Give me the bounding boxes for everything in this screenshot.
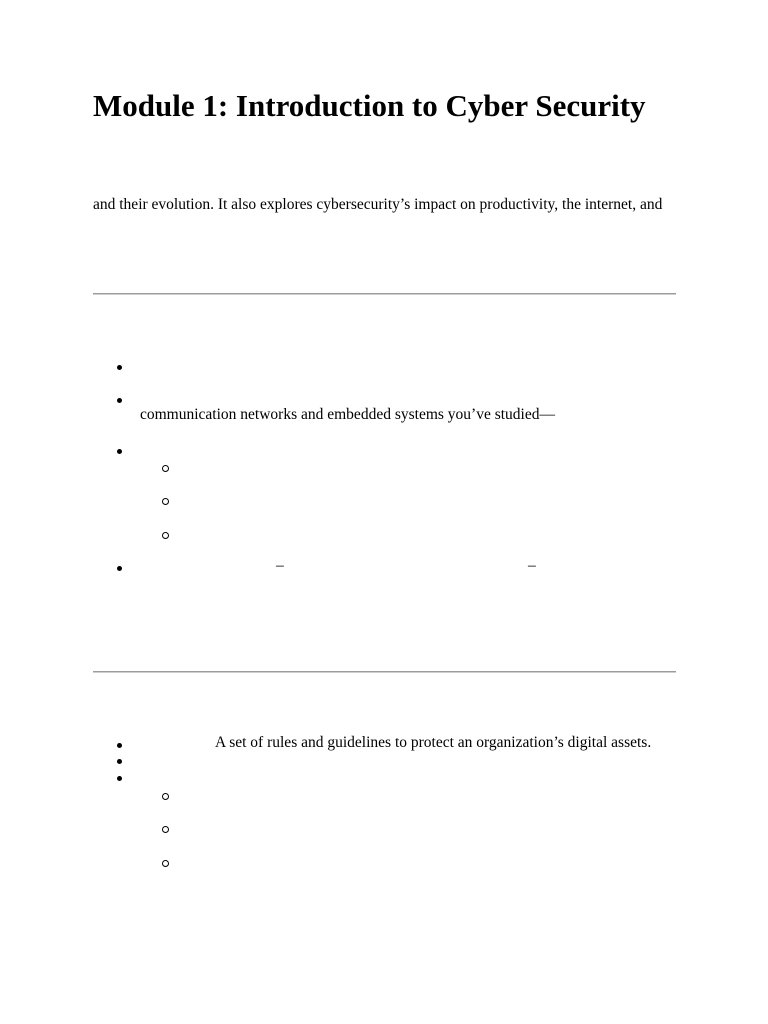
list-item-text: A set of rules and guidelines to protect an organization’s digital assets.: [215, 734, 652, 751]
dash-fragment: –: [276, 557, 284, 574]
circle-bullet-icon: [162, 465, 169, 472]
page-title: Module 1: Introduction to Cyber Security: [93, 88, 646, 123]
circle-bullet-icon: [162, 826, 169, 833]
circle-bullet-icon: [162, 860, 169, 867]
section-divider: [93, 293, 676, 295]
circle-bullet-icon: [162, 532, 169, 539]
disc-bullet-icon: [117, 759, 122, 764]
disc-bullet-icon: [117, 743, 122, 748]
disc-bullet-icon: [117, 365, 122, 370]
disc-bullet-icon: [117, 776, 122, 781]
section-divider: [93, 671, 676, 673]
intro-paragraph: and their evolution. It also explores cybersecurity’s impact on productivity, the internet, and: [93, 196, 663, 213]
disc-bullet-icon: [117, 566, 122, 571]
disc-bullet-icon: [117, 449, 122, 454]
dash-fragment: –: [528, 557, 536, 574]
disc-bullet-icon: [117, 398, 122, 403]
circle-bullet-icon: [162, 498, 169, 505]
list-item-text: communication networks and embedded systems you’ve studied—: [140, 406, 555, 423]
circle-bullet-icon: [162, 793, 169, 800]
